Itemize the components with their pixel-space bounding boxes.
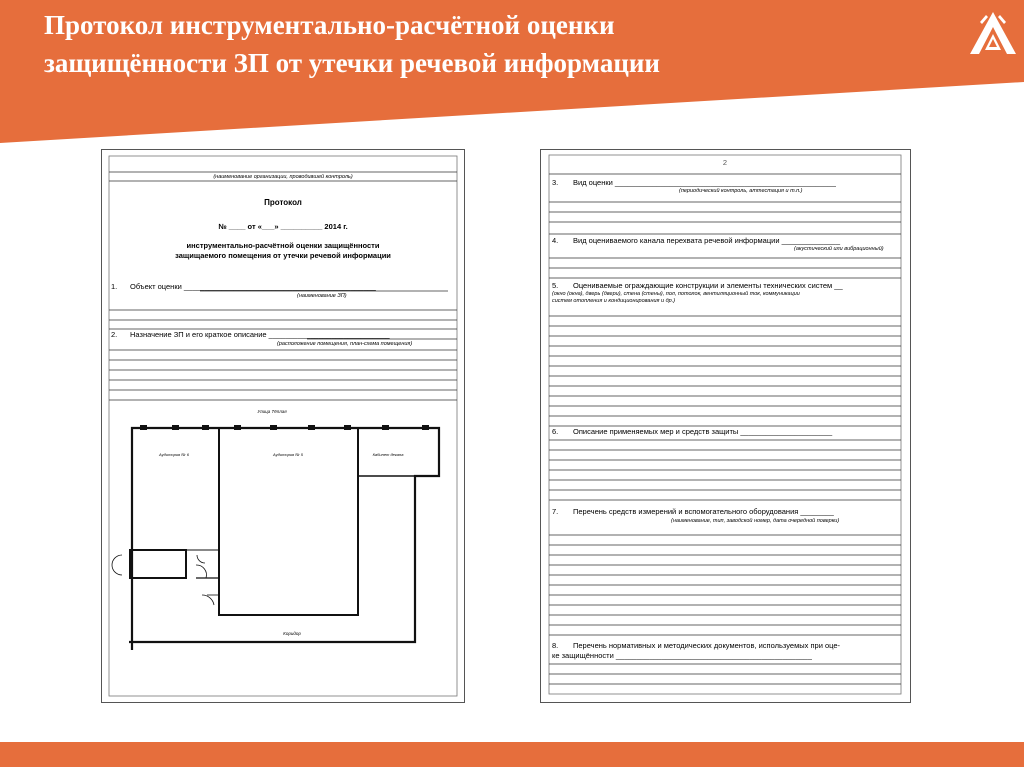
item7-number: 7. — [552, 507, 559, 516]
item4-label: Вид оцениваемого канала перехвата речевой информации ______________ — [573, 236, 841, 245]
item3-label: Вид оценки _____________________________________________________ — [573, 178, 836, 187]
protocol-subtitle-1: инструментально-расчётной оценки защищённости — [186, 241, 380, 250]
page-number: 2 — [722, 158, 728, 167]
item8-number: 8. — [552, 641, 559, 650]
plan-corridor: Коридор — [283, 631, 301, 636]
item1-number: 1. — [111, 282, 118, 291]
item5-caption-2: систем отопления и кондиционирования и др.) — [552, 298, 676, 304]
item6-label: Описание применяемых мер и средств защиты ______________________ — [573, 427, 833, 436]
slide-title-line-2: защищённости ЗП от утечки речевой информации — [44, 48, 660, 78]
slide-title-line-1: Протокол инструментально-расчётной оценки — [44, 10, 615, 40]
protocol-page-1 — [101, 149, 465, 703]
item7-label: Перечень средств измерений и вспомогательного оборудования ________ — [573, 507, 834, 516]
page2-form-lines — [541, 150, 910, 702]
plan-room-6: Аудитория № 6 — [159, 452, 189, 457]
item6-number: 6. — [552, 427, 559, 436]
protocol-heading: Протокол — [264, 198, 302, 207]
slide-title — [44, 6, 924, 82]
floor-plan — [112, 428, 439, 650]
page1-form-lines — [102, 150, 464, 702]
item5-caption: (окно (окна), дверь (двери), стена (стены), пол, потолок, вентиляционный ток, коммуникации — [552, 291, 800, 297]
footer-bar — [0, 742, 1024, 767]
protocol-subtitle-2: защищаемого помещения от утечки речевой информации — [175, 251, 391, 260]
item5-label: Оцениваемые ограждающие конструкции и элементы технических систем __ — [573, 281, 843, 290]
item2-label: Назначение ЗП и его краткое описание _____________________________ — [130, 330, 390, 339]
item1-caption: (наименование ЗП) — [297, 293, 347, 299]
item1-label: Объект оценки ______________________________________________ — [130, 282, 376, 291]
org-caption: (наименование организации, проводившей контроль) — [213, 174, 353, 180]
protocol-page-2 — [540, 149, 911, 703]
item5-number: 5. — [552, 281, 559, 290]
plan-room-5: Аудитория № 5 — [273, 452, 303, 457]
item4-caption: (акустический или вибрационный) — [794, 246, 884, 252]
protocol-number-line: № ____ от «___» __________ 2014 г. — [218, 222, 348, 231]
item4-number: 4. — [552, 236, 559, 245]
item8-label: Перечень нормативных и методических документов, используемых при оце- — [573, 641, 841, 650]
item2-caption: (расположение помещения, план-схема помещения) — [277, 341, 413, 347]
item3-number: 3. — [552, 178, 559, 187]
item3-caption: (периодический контроль, аттестация и т.п.) — [679, 188, 803, 194]
item7-caption: (наименование, тип, заводской номер, дата очередной поверки) — [671, 518, 840, 524]
plan-dean-office: Кабинет декана — [372, 452, 404, 457]
plan-street-label: Улица Тёплая — [257, 409, 287, 414]
stylized-a-logo-icon — [968, 10, 1018, 56]
item2-number: 2. — [111, 330, 118, 339]
item8-label-2: ке защищённости _______________________________________________ — [552, 651, 812, 660]
